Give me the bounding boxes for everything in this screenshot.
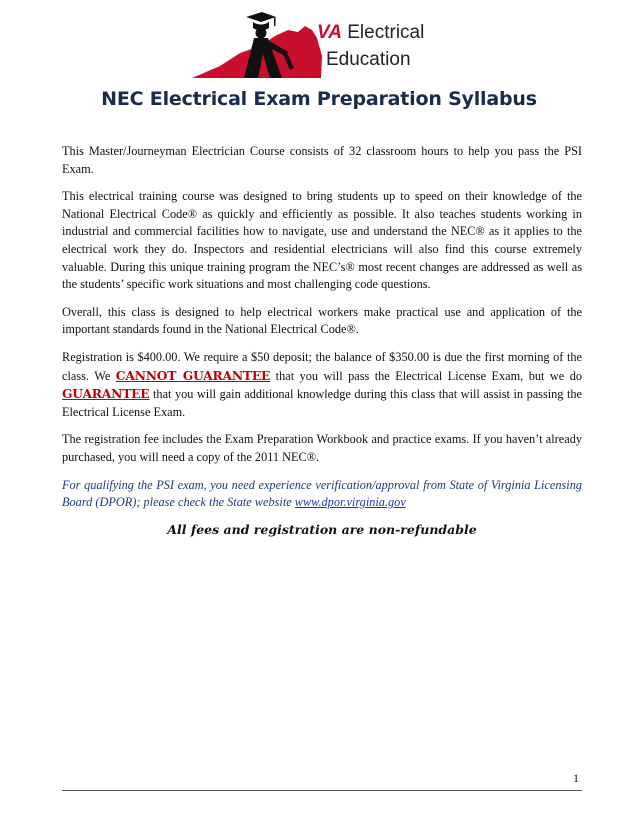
paragraph-course-description: This electrical training course was designed to bring students up to speed on their knowledge of the National Electrical Code® as quickly and efficiently as possible. It also teaches students working in industrial and commercial facilities how to navigate, use and understand the NEC® as it applies to the electrical work they do. Inspectors and residential electricians will also find this course extremely valuable. During this unique training program the NEC’s® most recent changes are addressed as well as the students’ specific work situations and most challenging code questions. [62,189,582,292]
logo [190,8,440,80]
registration-text-b: that you will pass the Electrical License Exam, but we do [270,368,583,383]
paragraph-qualifying-note [62,477,582,512]
footer-divider [62,790,582,791]
virginia-map-graduate-icon [190,8,325,80]
page-title: NEC Electrical Exam Preparation Syllabus [101,88,537,110]
paragraph-registration [62,349,582,421]
logo-text-line1: VA Electrical [317,22,425,43]
dpor-website-link[interactable]: www.dpor.virginia.gov [294,495,406,510]
qualifying-note-text: For qualifying the PSI exam, you need experience verification/approval from State of Virginia Licensing Board (DPOR); please check the State website [62,477,582,510]
page-number: 1 [573,771,579,785]
registration-text-c: that you will gain additional knowledge during this class that will assist in passing the Electrical License Exam. [62,387,582,419]
paragraph-overall: Overall, this class is designed to help electrical workers make practical use and application of the important standards found in the National Electrical Code®. [62,304,582,337]
non-refundable-notice: All fees and registration are non-refundable [167,521,477,537]
logo-text-line2: Education [326,49,411,70]
document-body [62,143,582,537]
registration-text-a: Registration is $400.00. We require a $50 deposit; the balance of $350.00 is due the first morning of the class. We [62,349,582,383]
cannot-guarantee-text: CANNOT GUARANTEE [115,367,271,383]
paragraph-registration-fee: The registration fee includes the Exam Preparation Workbook and practice exams. If you haven’t already purchased, you will need a copy of the 2011 NEC®. [62,432,582,464]
guarantee-text: GUARANTEE [62,386,150,402]
paragraph-course-intro: This Master/Journeyman Electrician Course consists of 32 classroom hours to help you pass the PSI Exam. [62,144,582,176]
